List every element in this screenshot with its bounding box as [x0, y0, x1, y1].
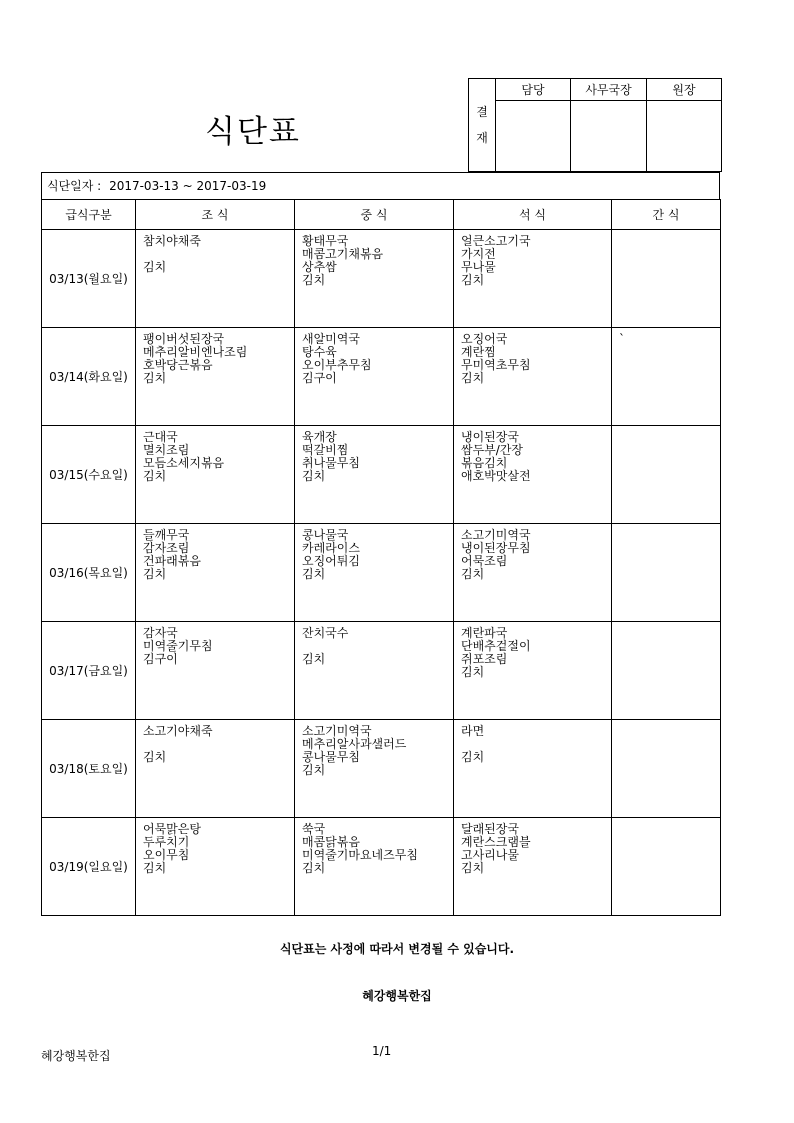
menu-item: 김치: [302, 273, 326, 287]
dinner-items: [454, 524, 611, 581]
menu-item: [619, 359, 720, 372]
menu-item: 김치: [143, 567, 167, 581]
lunch-cell: [295, 524, 454, 622]
menu-item: 미역줄기무침: [143, 639, 213, 653]
menu-item: 육개장: [302, 430, 337, 444]
breakfast-cell: [136, 328, 295, 426]
menu-table: [41, 199, 721, 916]
menu-item: 김치: [143, 371, 167, 385]
menu-item: [143, 666, 294, 679]
snack-cell: [612, 818, 721, 916]
menu-item: 두루치기: [143, 835, 190, 849]
menu-item: [619, 555, 720, 568]
table-row: [42, 622, 721, 720]
menu-item: 팽이버섯된장국: [143, 332, 225, 346]
menu-item: [619, 431, 720, 444]
menu-item: [619, 542, 720, 555]
notice-text: 식단표는 사정에 따라서 변경될 수 있습니다.: [279, 942, 515, 956]
breakfast-items: [136, 622, 294, 679]
menu-item: 어묵조림: [461, 554, 508, 568]
menu-item: 근대국: [143, 430, 178, 444]
dinner-items: [454, 622, 611, 679]
dinner-cell: [454, 230, 612, 328]
breakfast-items: [136, 328, 294, 385]
table-row: [42, 328, 721, 426]
menu-item: 김치: [461, 371, 485, 385]
breakfast-cell: [136, 230, 295, 328]
lunch-items: [295, 328, 453, 385]
table-row: [42, 426, 721, 524]
menu-item: 메추리알사과샐러드: [302, 737, 407, 751]
breakfast-items: [136, 426, 294, 483]
snack-cell: [612, 622, 721, 720]
menu-item: 취나물무침: [302, 456, 360, 470]
snack-items: [612, 524, 720, 581]
menu-item: 오이부추무침: [302, 358, 372, 372]
menu-item: 김치: [302, 469, 326, 483]
menu-item: [619, 274, 720, 287]
menu-item: 김치: [143, 469, 167, 483]
menu-item: 김치: [461, 861, 485, 875]
menu-item: [619, 457, 720, 470]
approval-sign-1: [496, 101, 571, 172]
footer-left: 혜강행복한집: [41, 1049, 111, 1063]
menu-item: 소고기미역국: [461, 528, 531, 542]
menu-item: [619, 751, 720, 764]
menu-item: 볶음김치: [461, 456, 508, 470]
breakfast-cell: [136, 720, 295, 818]
menu-item: 무나물: [461, 260, 496, 274]
date-label: 식단일자 :: [47, 179, 102, 193]
menu-item: 달래된장국: [461, 822, 519, 836]
menu-item: [619, 640, 720, 653]
snack-items: [612, 230, 720, 287]
menu-item: [143, 274, 294, 287]
menu-item: [619, 666, 720, 679]
lunch-items: [295, 426, 453, 483]
menu-item: [302, 666, 453, 679]
menu-item: 김치: [461, 567, 485, 581]
menu-item: 김치: [302, 763, 326, 777]
lunch-cell: [295, 818, 454, 916]
menu-item: [619, 529, 720, 542]
menu-item: [619, 248, 720, 261]
organization-name: 혜강행복한집: [362, 989, 432, 1003]
day-label: 03/13(월요일): [42, 230, 136, 328]
menu-item: [619, 372, 720, 385]
lunch-cell: [295, 230, 454, 328]
menu-item: 들깨무국: [143, 528, 190, 542]
dinner-cell: [454, 720, 612, 818]
menu-item: 메추리알비엔나조림: [143, 345, 248, 359]
dinner-items: [454, 720, 611, 777]
breakfast-items: [136, 230, 294, 287]
menu-item: 김치: [461, 665, 485, 679]
menu-item: [619, 568, 720, 581]
menu-item: 참치야채죽: [143, 234, 201, 248]
snack-items: [612, 720, 720, 777]
menu-item: [143, 764, 294, 777]
menu-item: 매콤닭볶음: [302, 835, 360, 849]
menu-item: 떡갈비찜: [302, 443, 349, 457]
menu-item: 김치: [143, 750, 167, 764]
approval-role-1: 담당: [496, 79, 571, 101]
approval-side-label-2: 재: [476, 131, 488, 145]
breakfast-cell: [136, 818, 295, 916]
day-label: 03/15(수요일): [42, 426, 136, 524]
day-label: 03/17(금요일): [42, 622, 136, 720]
header-lunch: 중 식: [295, 200, 454, 230]
snack-cell: [612, 524, 721, 622]
dinner-items: [454, 426, 611, 483]
snack-items: [612, 426, 720, 483]
dinner-items: [454, 818, 611, 875]
menu-item: 쌈두부/간장: [461, 443, 524, 457]
menu-item: 쥐포조림: [461, 652, 508, 666]
dinner-items: [454, 328, 611, 385]
snack-cell: [612, 426, 721, 524]
menu-item: 김치: [461, 750, 485, 764]
breakfast-items: [136, 524, 294, 581]
menu-item: [619, 738, 720, 751]
menu-item: 상추쌈: [302, 260, 337, 274]
menu-item: 냉이된장무침: [461, 541, 531, 555]
menu-item: 콩나물무침: [302, 750, 360, 764]
dinner-cell: [454, 524, 612, 622]
snack-cell: [612, 230, 721, 328]
menu-item: 김치: [302, 652, 326, 666]
menu-item: 김치: [302, 861, 326, 875]
dinner-cell: [454, 328, 612, 426]
lunch-items: [295, 230, 453, 287]
menu-item: 오징어튀김: [302, 554, 360, 568]
menu-item: 가지전: [461, 247, 496, 261]
header-meal-type: 급식구분: [42, 200, 136, 230]
menu-item: [619, 849, 720, 862]
lunch-cell: [295, 622, 454, 720]
breakfast-cell: [136, 426, 295, 524]
menu-item: 카레라이스: [302, 541, 360, 555]
menu-item: 어묵맑은탕: [143, 822, 201, 836]
menu-item: 계란스크램블: [461, 835, 531, 849]
snack-cell: [612, 720, 721, 818]
menu-item: `: [619, 332, 625, 346]
menu-item: 라면: [461, 724, 485, 738]
menu-item: 건파래볶음: [143, 554, 201, 568]
breakfast-items: [136, 720, 294, 777]
lunch-cell: [295, 426, 454, 524]
menu-item: [619, 261, 720, 274]
menu-item: 미역줄기마요네즈무침: [302, 848, 418, 862]
menu-item: 감자조림: [143, 541, 190, 555]
approval-sign-3: [647, 101, 722, 172]
menu-item: [619, 862, 720, 875]
dinner-cell: [454, 818, 612, 916]
approval-side-label: [469, 79, 496, 172]
page-number: 1/1: [372, 1044, 392, 1058]
menu-item: 오이무침: [143, 848, 190, 862]
approval-sign-2: [571, 101, 647, 172]
day-label: 03/18(토요일): [42, 720, 136, 818]
menu-item: [619, 836, 720, 849]
lunch-cell: [295, 328, 454, 426]
lunch-items: [295, 622, 453, 679]
menu-item: 단배추겉절이: [461, 639, 531, 653]
lunch-items: [295, 720, 453, 777]
menu-item: 계란찜: [461, 345, 496, 359]
menu-item: 계란파국: [461, 626, 508, 640]
breakfast-items: [136, 818, 294, 875]
menu-item: 김치: [143, 861, 167, 875]
date-line: [41, 172, 720, 199]
menu-item: [619, 823, 720, 836]
menu-item: 감자국: [143, 626, 178, 640]
menu-item: 매콤고기채볶음: [302, 247, 384, 261]
snack-items: [612, 328, 720, 385]
menu-item: 김구이: [143, 652, 178, 666]
header-breakfast: 조 식: [136, 200, 295, 230]
day-label: 03/14(화요일): [42, 328, 136, 426]
snack-items: [612, 622, 720, 679]
menu-item: [619, 470, 720, 483]
table-row: [42, 720, 721, 818]
day-label: 03/19(일요일): [42, 818, 136, 916]
menu-item: [619, 627, 720, 640]
snack-cell: [612, 328, 721, 426]
approval-side-label-1: 결: [476, 105, 488, 119]
date-range: 2017-03-13 ~ 2017-03-19: [109, 179, 267, 193]
menu-item: 오징어국: [461, 332, 508, 346]
lunch-cell: [295, 720, 454, 818]
menu-item: [619, 653, 720, 666]
menu-item: 멸치조림: [143, 443, 190, 457]
menu-item: 모듬소세지볶음: [143, 456, 225, 470]
menu-item: [619, 346, 720, 359]
approval-role-3: 원장: [647, 79, 722, 101]
menu-item: 김치: [302, 567, 326, 581]
menu-item: 황태무국: [302, 234, 349, 248]
table-row: [42, 524, 721, 622]
menu-item: 탕수육: [302, 345, 337, 359]
breakfast-cell: [136, 524, 295, 622]
menu-item: 무미역초무침: [461, 358, 531, 372]
table-row: [42, 230, 721, 328]
menu-item: 쑥국: [302, 822, 326, 836]
menu-item: 애호박맛살전: [461, 469, 531, 483]
menu-item: [619, 725, 720, 738]
menu-item: [461, 764, 611, 777]
snack-items: [612, 818, 720, 875]
lunch-items: [295, 524, 453, 581]
menu-item: 김치: [461, 273, 485, 287]
menu-item: [619, 444, 720, 457]
menu-item: 고사리나물: [461, 848, 519, 862]
dinner-cell: [454, 426, 612, 524]
table-row: [42, 818, 721, 916]
approval-role-2: 사무국장: [571, 79, 647, 101]
menu-item: 소고기야채죽: [143, 724, 213, 738]
menu-item: 얼큰소고기국: [461, 234, 531, 248]
menu-item: 소고기미역국: [302, 724, 372, 738]
menu-item: [619, 764, 720, 777]
dinner-cell: [454, 622, 612, 720]
header-dinner: 석 식: [454, 200, 612, 230]
lunch-items: [295, 818, 453, 875]
dinner-items: [454, 230, 611, 287]
menu-item: 콩나물국: [302, 528, 349, 542]
menu-item: 냉이된장국: [461, 430, 519, 444]
menu-item: 잔치국수: [302, 626, 349, 640]
day-label: 03/16(목요일): [42, 524, 136, 622]
menu-item: 김구이: [302, 371, 337, 385]
menu-item: 새알미역국: [302, 332, 360, 346]
approval-box: [468, 78, 722, 172]
menu-item: 김치: [143, 260, 167, 274]
menu-item: [619, 235, 720, 248]
header-snack: 간 식: [612, 200, 721, 230]
page-title: 식단표: [205, 114, 301, 150]
breakfast-cell: [136, 622, 295, 720]
menu-item: 호박당근볶음: [143, 358, 213, 372]
